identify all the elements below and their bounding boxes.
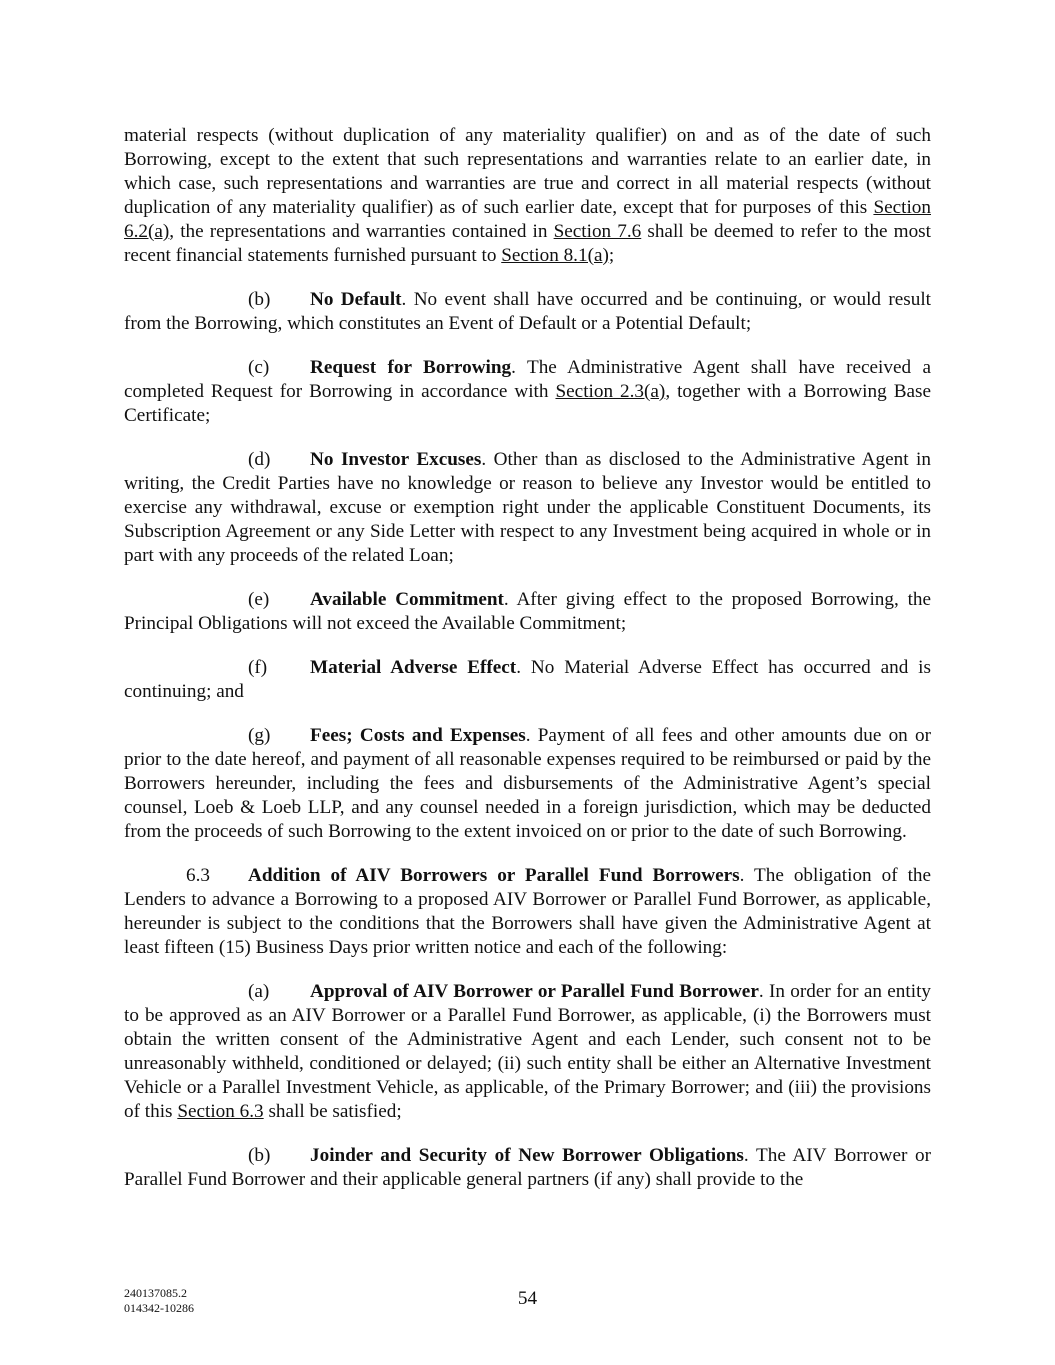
clause-label: (e) [248,589,270,610]
section-heading: Addition of AIV Borrowers or Parallel Fund Borrowers [248,865,740,886]
clause-text: , together with a Borrowing Base Certificate; [124,381,931,426]
clause-text: . Payment of all fees and other amounts due on or prior to the date hereof, and payment of all reasonable expenses required to be reimbursed or paid by the Borrowers hereunder, including the fees and disbursements of the Administrative Agent’s special counsel, Loeb & Loeb LLP, and any counsel needed in a foreign jurisdiction, which may be deducted from the proceeds of such Borrowing to the extent invoiced on or prior to the date of such Borrowing. [124,725,931,842]
clause-label: (b) [248,289,271,310]
page-number: 54 [517,1288,538,1309]
clause-6-3-a-approval [124,980,931,1124]
clause-text: shall be satisfied; [263,1101,402,1122]
clause-heading: Fees; Costs and Expenses [310,725,526,746]
clause-text: . The Administrative Agent shall have received a completed Request for Borrowing in accordance with [124,357,931,402]
clause-label: (a) [248,981,270,1002]
clause-f-material-adverse-effect [124,656,931,704]
section-number: 6.3 [186,865,210,886]
clause-b-no-default [124,288,931,336]
section-reference: Section 6.2(a) [124,197,931,242]
clause-heading: Approval of AIV Borrower or Parallel Fund Borrower [310,981,759,1002]
clause-heading: No Investor Excuses [310,449,482,470]
text: shall be deemed to refer to the most recent financial statements furnished pursuant to [124,221,931,266]
section-reference: Section 2.3(a) [555,381,666,402]
section-text: . The obligation of the Lenders to advance a Borrowing to a proposed AIV Borrower or Parallel Fund Borrower, as applicable, hereunder is subject to the conditions that the Borrowers shall have given the Administrative Agent at least fifteen (15) Business Days prior written notice and each of the following: [124,865,932,958]
clause-label: (f) [248,657,268,678]
continuation-paragraph [124,124,931,268]
clause-c-request-for-borrowing [124,356,931,428]
clause-heading: No Default [310,289,402,310]
clause-heading: Request for Borrowing [310,357,512,378]
clause-heading: Material Adverse Effect [310,657,517,678]
matter-id: 014342-10286 [124,1301,194,1315]
section-reference: Section 7.6 [553,221,642,242]
clause-e-available-commitment [124,588,931,636]
clause-heading: Available Commitment [310,589,504,610]
clause-6-3-b-joinder [124,1144,931,1192]
text: ; [608,245,615,266]
clause-g-fees-costs-expenses [124,724,931,844]
text: material respects (without duplication of any materiality qualifier) on and as of the date of such Borrowing, except to the extent that such representations and warranties relate to an earlier date, in which case, such representations and warranties are true and correct in all material respects (without duplication of any materiality qualifier) as of such earlier date, except that for purposes of this [124,125,931,218]
clause-label: (d) [248,449,271,470]
clause-heading: Joinder and Security of New Borrower Obligations [310,1145,744,1166]
clause-text: . No event shall have occurred and be continuing, or would result from the Borrowing, which constitutes an Event of Default or a Potential Default; [124,289,931,334]
section-6-3 [124,864,931,960]
clause-text: . After giving effect to the proposed Borrowing, the Principal Obligations will not exceed the Available Commitment; [124,589,932,634]
section-reference: Section 8.1(a) [501,245,609,266]
clause-text: . In order for an entity to be approved as an AIV Borrower or a Parallel Fund Borrower, as applicable, (i) the Borrowers must obtain the written consent of the Administrative Agent and each Lender, such consent not to be unreasonably withheld, conditioned or delayed; (ii) such entity shall be either an Alternative Investment Vehicle or a Parallel Investment Vehicle, as applicable, of the Primary Borrower; and (iii) the provisions of this [124,981,931,1122]
clause-label: (g) [248,725,271,746]
document-id: 240137085.2 [124,1286,187,1300]
clause-d-no-investor-excuses [124,448,931,568]
section-reference: Section 6.3 [177,1101,264,1122]
clause-label: (c) [248,357,270,378]
clause-text: . The AIV Borrower or Parallel Fund Borrower and their applicable general partners (if any) shall provide to the [124,1145,931,1190]
clause-text: . Other than as disclosed to the Administrative Agent in writing, the Credit Parties have no knowledge or reason to believe any Investor would be entitled to exercise any withdrawal, excuse or exemption right under the applicable Constituent Documents, its Subscription Agreement or any Side Letter with respect to any Investment being acquired in whole or in part with any proceeds of the related Loan; [124,449,931,566]
clause-text: . No Material Adverse Effect has occurred and is continuing; and [124,657,931,702]
text: , the representations and warranties contained in [169,221,554,242]
document-body [124,124,931,1192]
clause-label: (b) [248,1145,271,1166]
